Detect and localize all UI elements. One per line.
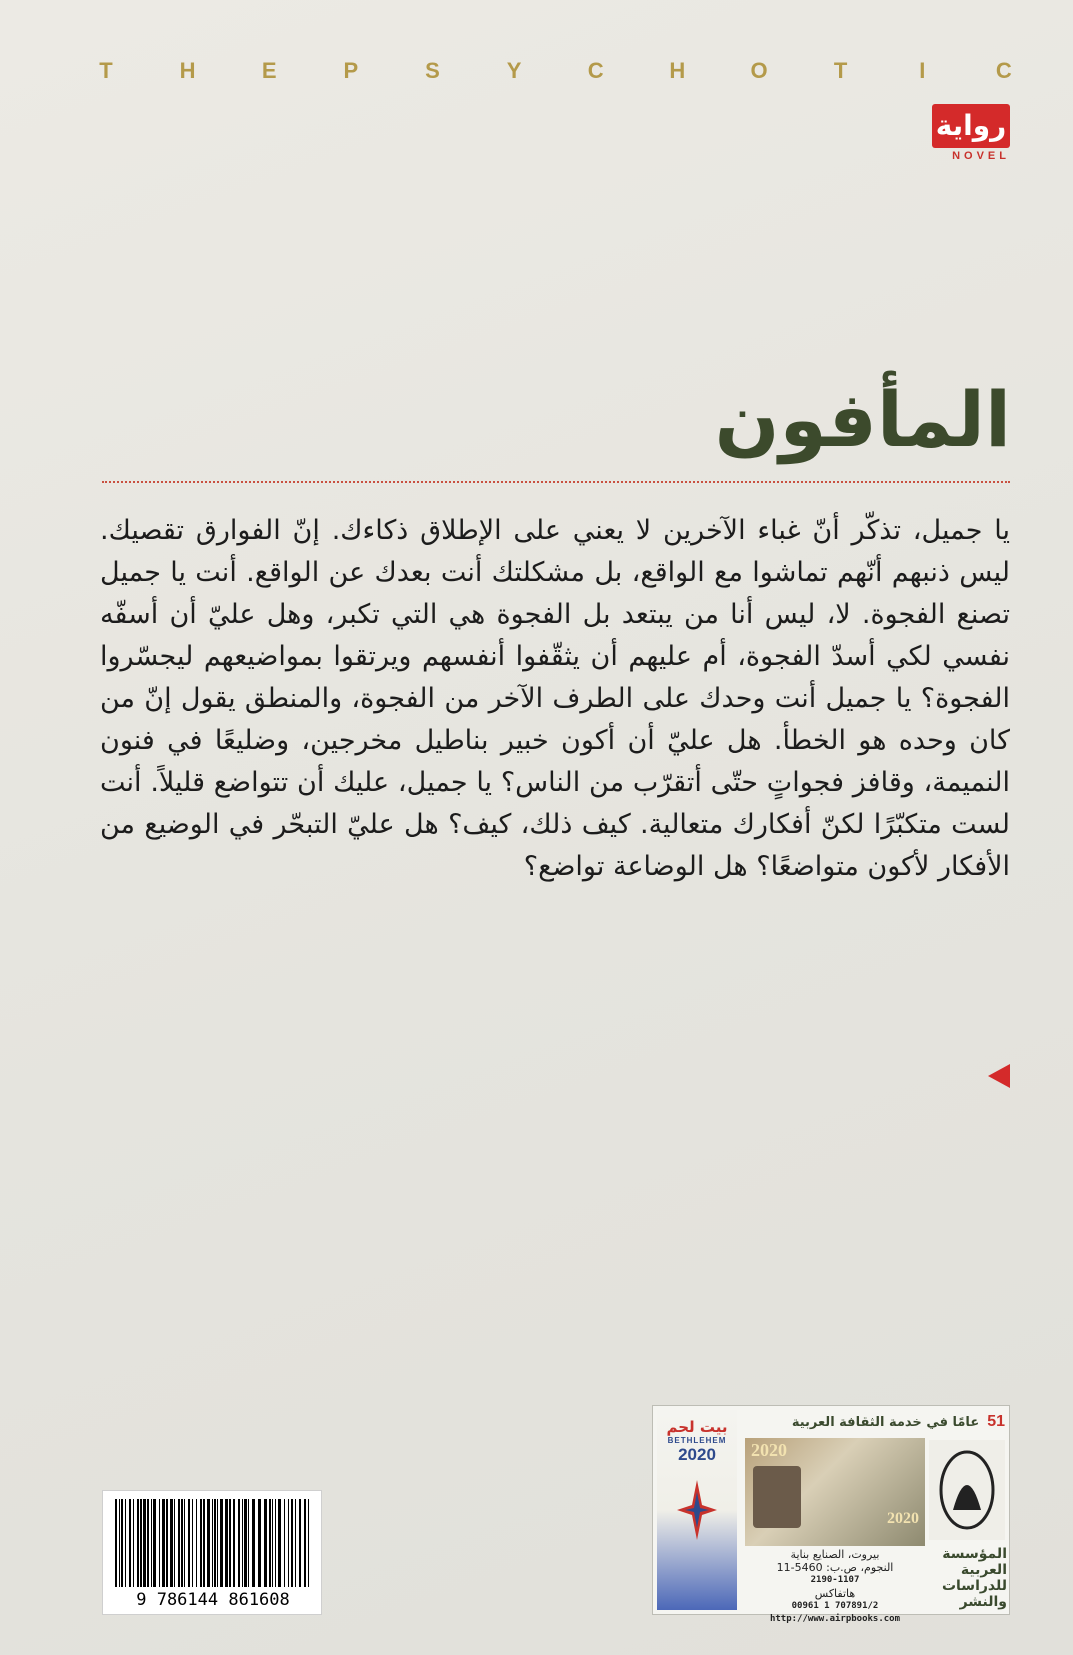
series-letter: H	[669, 58, 686, 83]
bethlehem-arabic: بيت لحم	[666, 1418, 728, 1436]
barcode-bar	[308, 1499, 309, 1587]
barcode-bar	[291, 1499, 293, 1587]
barcode-bar	[225, 1499, 228, 1587]
publisher-fax-label: هاتفاكس	[814, 1587, 856, 1600]
blurb-line: هل الوضاعة تواضع؟	[523, 851, 748, 882]
barcode-bar	[269, 1499, 271, 1587]
bethlehem-english: BETHLEHEM	[667, 1436, 727, 1445]
publisher-address: بيروت، الصنايع بناية	[790, 1548, 880, 1561]
barcode-bar	[196, 1499, 197, 1587]
series-label	[95, 58, 1015, 84]
blurb-line: في فنون النميمة، وقافز فجواتٍ حتّى أتقرّب من الناس؟ يا جميل،	[100, 725, 1010, 798]
series-letter: C	[995, 58, 1012, 83]
series-letter: S	[425, 58, 440, 83]
publisher-name-line: والنشر	[959, 1594, 1007, 1610]
barcode-bar	[153, 1499, 156, 1587]
barcode-bar	[220, 1499, 223, 1587]
series-letter: E	[261, 58, 277, 83]
blurb-line: الفوارق تقصيك. ليس ذنبهم أنّهم تماشوا مع الواقع، بل مشكلتك أنت	[100, 515, 1011, 588]
barcode-bar	[115, 1499, 117, 1587]
barcode-bar	[147, 1499, 149, 1587]
barcode-bar	[125, 1499, 126, 1587]
barcode-bar	[203, 1499, 205, 1587]
barcode-bar	[272, 1499, 273, 1587]
star-icon	[677, 1480, 717, 1540]
publisher-fax: 00961 1 707891/2	[791, 1601, 879, 1611]
years-number: 51	[987, 1413, 1005, 1430]
barcode-bar	[121, 1499, 123, 1587]
series-letter: T	[833, 58, 848, 83]
publisher-building: النجوم، ص.ب: 5460-11	[776, 1561, 894, 1574]
book-title: المأفون	[714, 375, 1011, 464]
barcode-bar	[304, 1499, 306, 1587]
triangle-marker-icon	[988, 1064, 1010, 1088]
publisher-name	[929, 1546, 1007, 1610]
photo-year-2: 2020	[887, 1510, 919, 1527]
series-letter: I	[919, 58, 926, 83]
portrait-image	[753, 1466, 801, 1528]
barcode-bar	[258, 1499, 261, 1587]
barcode-bar	[151, 1499, 152, 1587]
publisher-anniversary	[743, 1410, 1005, 1434]
blurb-line: كان وحده هو الخطأ. هل عليّ أن أكون خبير بناطيل مخرجين، وضليعًا	[214, 725, 1010, 756]
series-letter: O	[750, 58, 768, 83]
blurb-line: عليك أن تتواضع قليلاً. أنت لست متكبّرًا لكنّ أفكارك متعالية. كيف	[100, 767, 1010, 840]
barcode-bar	[264, 1499, 267, 1587]
bethlehem-2020-panel	[657, 1410, 737, 1610]
barcode-bar	[275, 1499, 276, 1587]
barcode-bar	[166, 1499, 168, 1587]
dotted-divider	[102, 481, 1010, 483]
blurb-line: أم عليهم أن يثقّفوا أنفسهم ويرتقوا بمواضيعهم ليجسّروا الفجوة؟ يا	[100, 641, 1010, 714]
isbn-barcode	[102, 1490, 322, 1615]
publisher-name-line: العربية	[960, 1562, 1007, 1578]
imprint-logo-text: رواية	[932, 104, 1010, 148]
barcode-bar	[299, 1499, 301, 1587]
barcode-bar	[288, 1499, 289, 1587]
blurb-line: يا جميل، تذكّر أنّ غباء الآخرين لا يعني على الإطلاق ذكاءك. إنّ	[292, 515, 1010, 546]
barcode-bar	[143, 1499, 146, 1587]
barcode-bar	[162, 1499, 165, 1587]
barcode-bar	[229, 1499, 231, 1587]
barcode-bar	[170, 1499, 173, 1587]
years-text: عامًا في خدمة الثقافة العربية	[791, 1414, 980, 1430]
barcode-bar	[129, 1499, 131, 1587]
publisher-badge	[652, 1405, 1010, 1624]
imprint-logo-sub: NOVEL	[952, 150, 1010, 162]
barcode-bar	[140, 1499, 142, 1587]
barcode-bar	[207, 1499, 210, 1587]
barcode-bar	[238, 1499, 240, 1587]
series-letter: Y	[506, 58, 522, 83]
publisher-name-line: المؤسسة	[942, 1546, 1007, 1562]
photo-year: 2020	[751, 1440, 787, 1460]
barcode-bar	[217, 1499, 218, 1587]
series-letter: H	[179, 58, 196, 83]
publisher-name-line: للدراسات	[941, 1578, 1007, 1594]
barcode-bar	[159, 1499, 160, 1587]
blurb-line: جميل أنت وحدك على الطرف الآخر من الفجوة، والمنطق يقول إنّ من	[100, 683, 887, 714]
publisher-website: http://www.airpbooks.com	[769, 1614, 901, 1624]
blurb-line: ذلك، كيف؟ هل عليّ التبحّر في الوضيع من الأفكار لأكون متواضعًا؟	[100, 809, 1010, 882]
barcode-bar	[233, 1499, 235, 1587]
blurb-line: بعدك عن الواقع. أنت يا جميل تصنع الفجوة. لا، ليس أنا من يبتعد	[100, 557, 1010, 630]
novel-imprint-logo	[932, 104, 1010, 162]
barcode-bar	[184, 1499, 185, 1587]
barcode-bar	[284, 1499, 285, 1587]
publisher-emblem-icon	[929, 1440, 1005, 1540]
barcode-bar	[119, 1499, 120, 1587]
barcode-bar	[244, 1499, 247, 1587]
barcode-bar	[192, 1499, 193, 1587]
barcode-bar	[188, 1499, 190, 1587]
publisher-phone: 2190-1107	[810, 1575, 860, 1585]
barcode-bar	[133, 1499, 134, 1587]
series-letter: T	[99, 58, 113, 83]
barcode-bar	[137, 1499, 139, 1587]
bethlehem-year: 2020	[678, 1445, 716, 1464]
publisher-contact	[745, 1548, 925, 1626]
barcode-bar	[242, 1499, 243, 1587]
barcode-bar	[214, 1499, 216, 1587]
blurb-text	[100, 510, 1010, 888]
barcode-bar	[278, 1499, 281, 1587]
barcode-bar	[252, 1499, 255, 1587]
barcode-bar	[178, 1499, 180, 1587]
barcode-bar	[200, 1499, 202, 1587]
barcode-bars	[113, 1499, 313, 1587]
blurb-line: بل الفجوة هي التي تكبر، وهل عليّ أن أسفّه نفسي لكي أسدّ الفجوة،	[100, 599, 1011, 672]
series-letter: C	[587, 58, 604, 83]
barcode-bar	[212, 1499, 213, 1587]
barcode-bar	[295, 1499, 296, 1587]
isbn-number: 9 786144 861608	[136, 1590, 290, 1610]
barcode-bar	[248, 1499, 249, 1587]
commemorative-photo	[745, 1438, 925, 1546]
series-letter: P	[343, 58, 359, 83]
barcode-bar	[181, 1499, 183, 1587]
barcode-bar	[174, 1499, 175, 1587]
